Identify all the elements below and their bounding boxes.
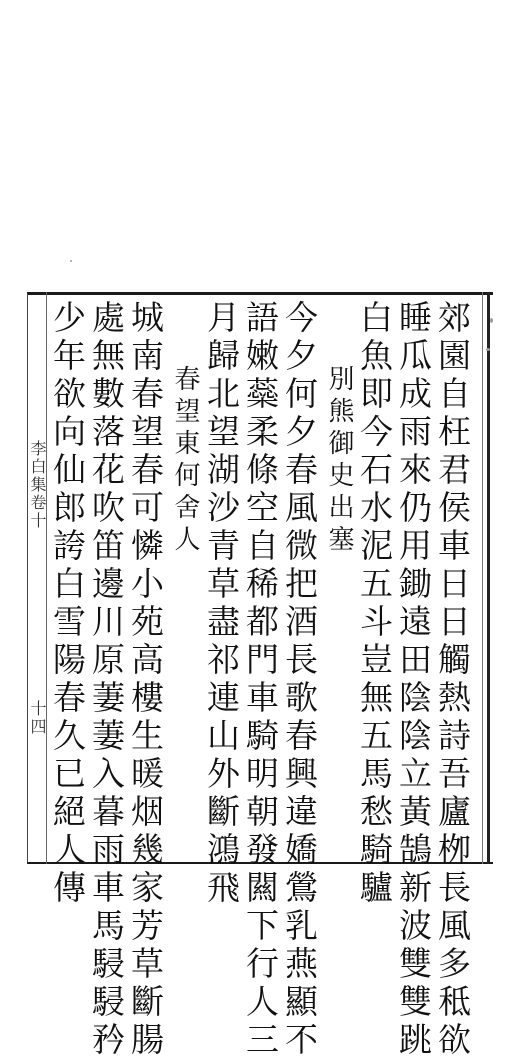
left-margin-strip [27,292,47,864]
text-column-7: 月歸北望湖沙青草盡祁連山外斷鴻飛 [202,300,241,908]
right-border-thick [487,292,490,864]
text-column-1: 郊園自枉君侯車日日觸熱詩吾廬栁長風多秪欲 [433,300,472,1060]
text-column-6: 語嫩蘂柔條空自稀都門車騎明朝發闗下行人三 [241,300,280,1060]
ink-speck [486,348,490,351]
ink-speck [70,260,72,262]
margin-page-number: 十四 [28,700,47,736]
right-border-thin [482,292,483,864]
text-column-11: 少年欲向仙郎誇白雪陽春久已絕人傳 [48,300,87,908]
text-column-3: 白魚即今石水泥五斗豈無五馬愁騎驢 [355,300,394,908]
text-column-10: 處無數落花吹笛邊川原萋萋入暮雨車馬駸駸矜 [87,300,126,1060]
margin-book-title: 李白集卷十 [28,440,47,530]
text-column-2: 睡瓜成雨來仍用鋤遠田陰陰立黃鵠新波雙雙跳 [394,300,433,1060]
text-column-5: 今夕何夕春風微把酒長歌春興違嬌鶯乳燕顯不 [280,300,319,1060]
text-column-9: 城南春望春可憐小苑高樓生暖烟幾家芳草斷腸 [126,300,165,1060]
ink-speck [490,318,493,323]
poem-title-2: 春望東何舍人 [170,365,200,557]
poem-title-1: 別熊御史出塞 [324,365,354,557]
